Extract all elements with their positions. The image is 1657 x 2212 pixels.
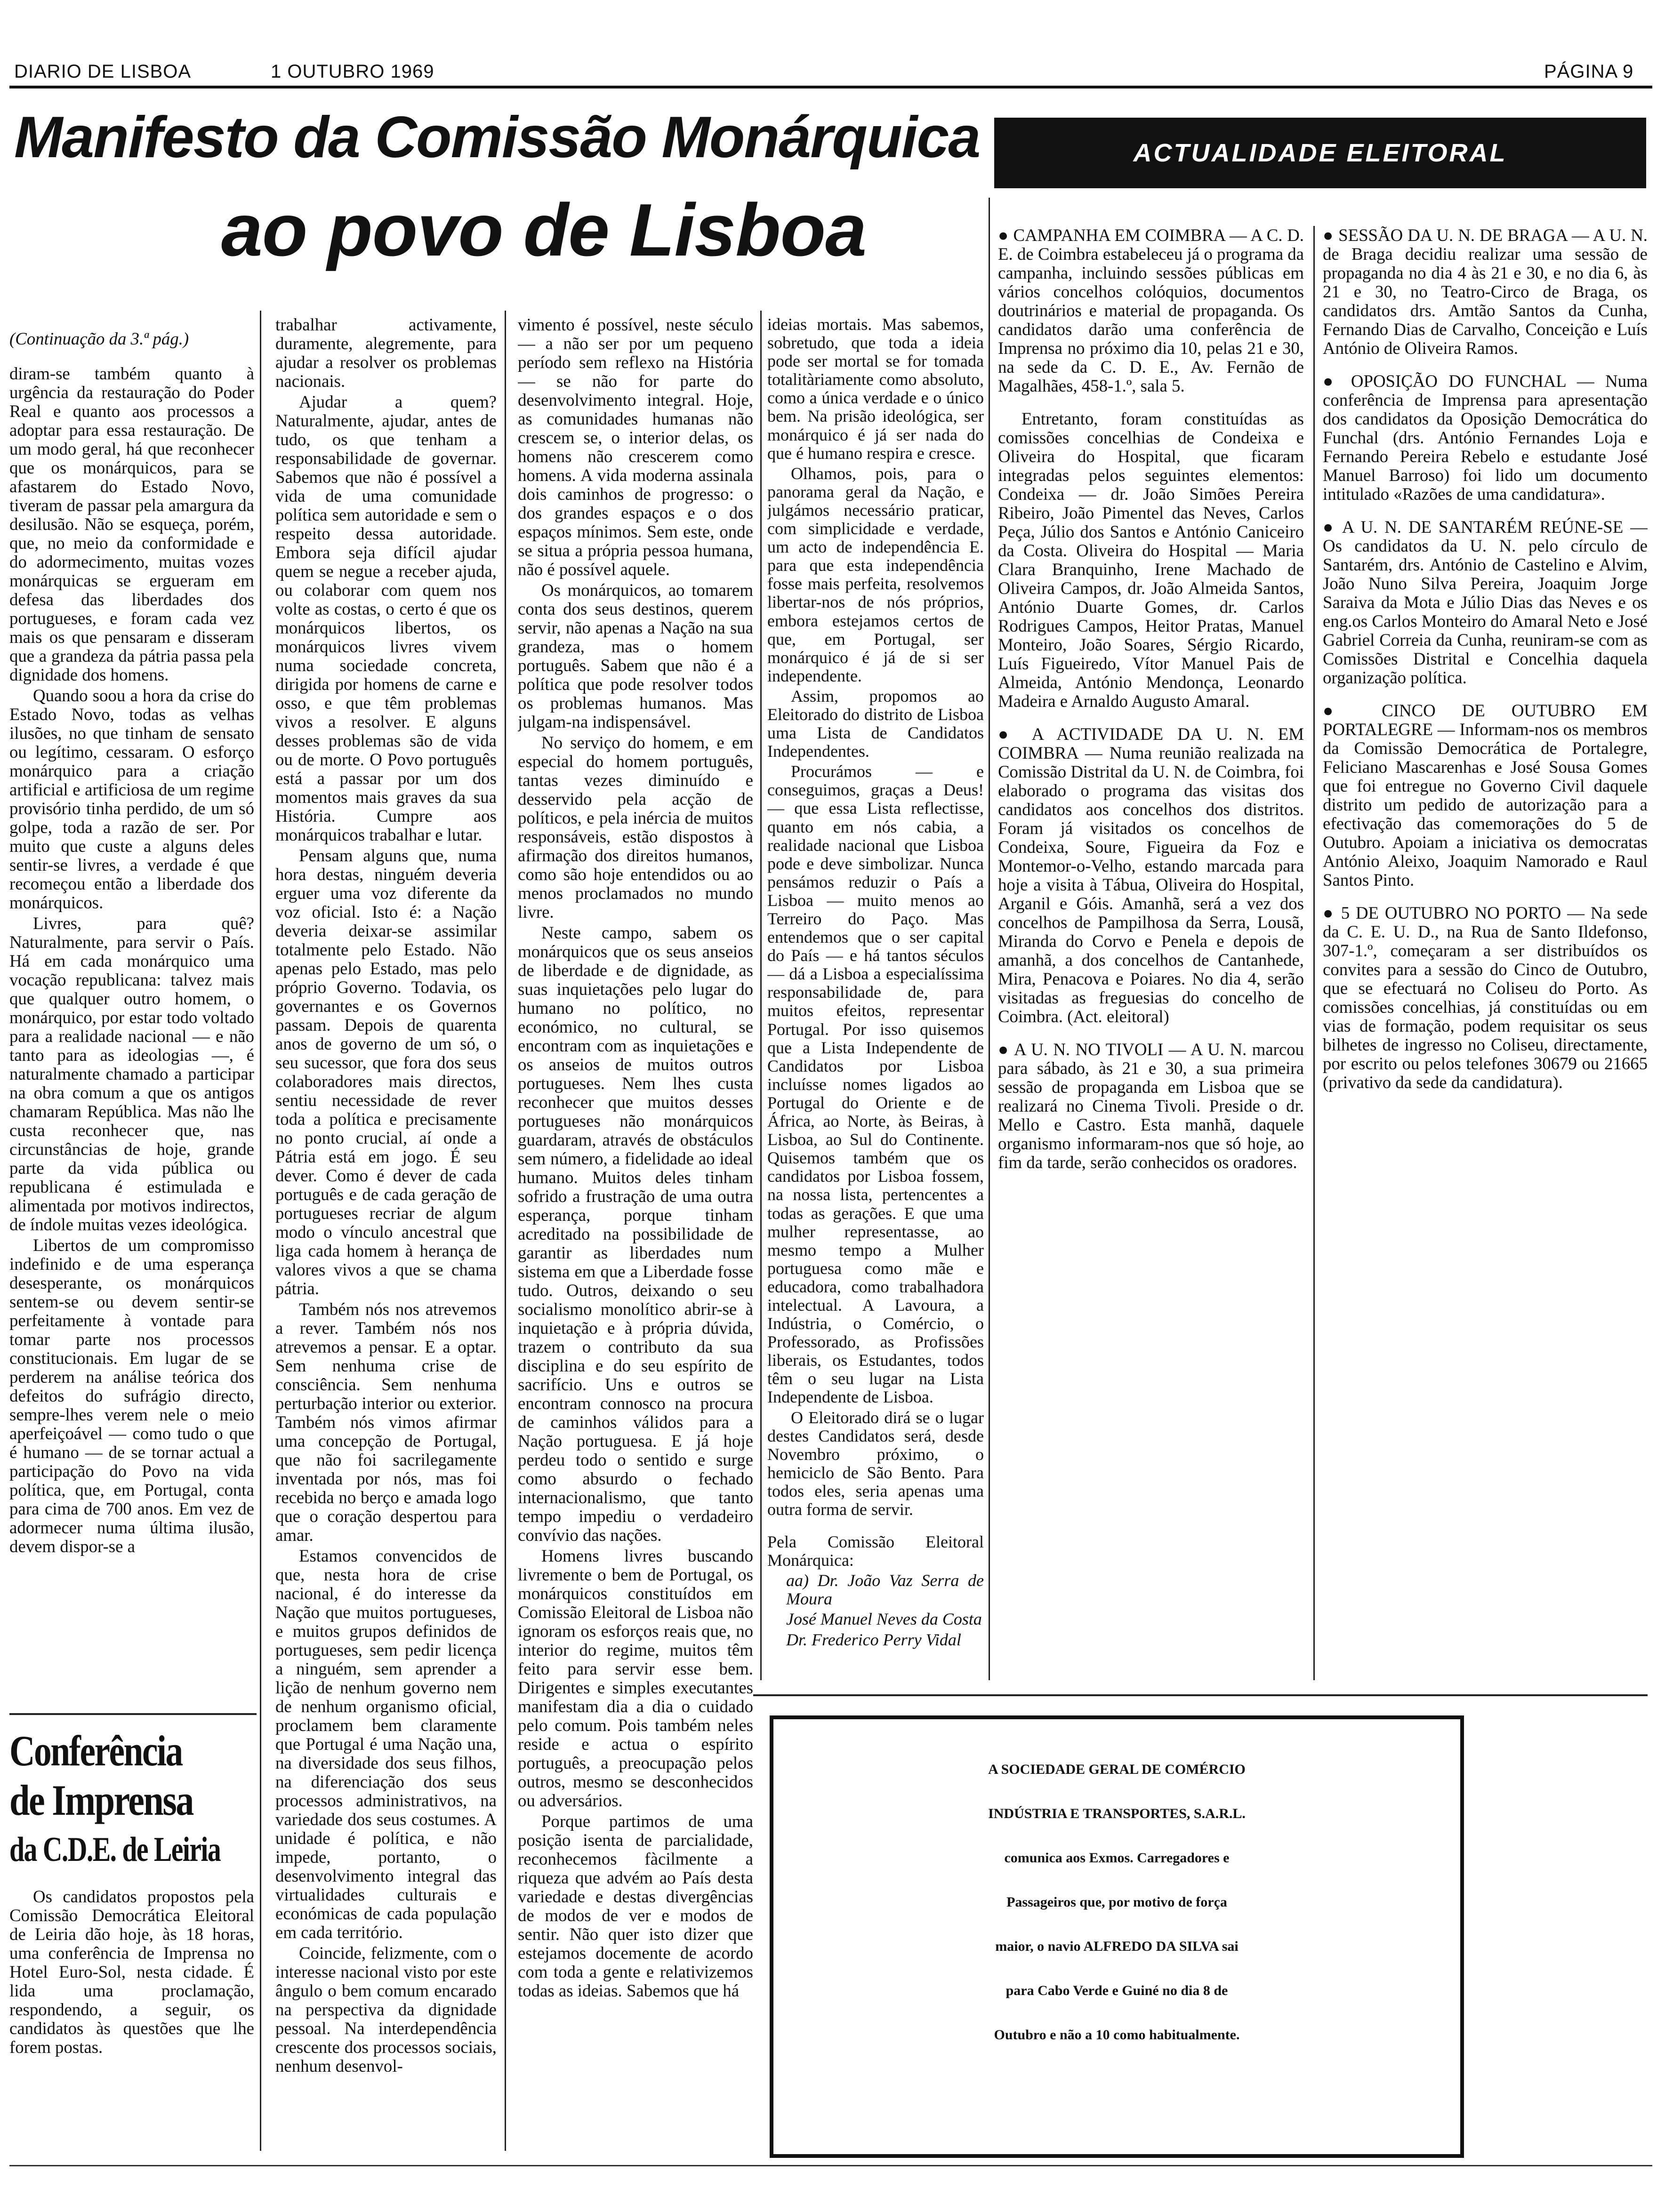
paragraph: Neste campo, sabem os monárquicos que os seus anseios de liberdade e de dignidade, as suas inquietações pelo lugar do humano no político, no económico, no cultural, se encontram com as inquietações e os anseios de muitos outros portugueses. Nem lhes custa reconhecer que muitos desses portugueses não monárquicos guardaram, através de obstáculos sem número, a fidelidade ao ideal humano. Muitos deles tinham sofrido a frustração de uma outra esperança, porque tinham acreditado na possibilidade de garantir as liberdades num sistema em que a Liberdade fosse tudo. Outros, deixando o seu socialismo monolítico abrir-se à inquietação e à própria dúvida, trazem o contributo da sua disciplina e do seu espírito de sacrifício. Uns e outros se encontram connosco na procura de caminhos válidos para a Nação portuguesa. E já hoje perdeu todo o sentido e surge como absurdo o fechado internacionalismo, que tanto tempo impediu o verdadeiro convívio das nações.: [518, 923, 753, 1545]
news-item: [1323, 701, 1648, 890]
ad-line: comunica aos Exmos. Carregadores e: [1004, 1850, 1230, 1866]
news-item-body: — Informam-nos os membros da Comissão Democrática de Portalegre, Feliciano Mascarenhas e José Sousa Gomes que foi entregue no Governo Civil daquele distrito um pedido de autorização para a efectivação das comemorações do 5 de Outubro. Apoiam a iniciativa os democratas António Aleixo, Joaquim Namorado e Raul Santos Pinto.: [1323, 720, 1648, 890]
column-divider: [1313, 226, 1315, 1680]
signatory: Dr. Frederico Perry Vidal: [786, 1630, 961, 1649]
news-item-title: ● 5 DE OUTUBRO NO PORTO: [1323, 903, 1561, 922]
news-item-body: — Numa reunião realizada na Comissão Distrital da U. N. de Coimbra, foi elaborado o programa das visitas dos candidatos aos concelhos dos distritos. Foram já visitados os concelhos de Condeixa, Soure, Figueira da Foz e Montemor-o-Velho, estando marcada para hoje a visita à Tábua, Oliveira do Hospital, Arganil e Góis. Amanhã, será a vez dos concelhos de Pampilhosa da Serra, Lousã, Miranda do Corvo e Penela e depois de amanhã, a dos concelhos de Cantanhede, Mira, Penacova e Poiares. No dia 4, serão visitadas as freguesias do concelho de Coimbra. (Act. eleitoral): [998, 743, 1304, 1026]
paragraph: Coincide, felizmente, com o interesse nacional visto por este ângulo o bem comum encarado na perspectiva da dignidade pessoal. Na interdependência crescente dos processos sociais, nenhum desenvol-: [275, 1943, 497, 2076]
signature-intro: Pela Comissão Eleitoral Monárquica:: [767, 1532, 984, 1570]
paragraph: Livres, para quê? Naturalmente, para servir o País. Há em cada monárquico uma vocação republicana: talvez mais que qualquer outro homem, o monárquico, por estar todo voltado para a realidade nacional — e não tanto para as ideologias —, é naturalmente chamado a participar na obra comum a que os antigos chamaram República. Mas não lhe custa reconhecer que, nas circunstâncias de hoje, grande parte da vida pública ou republicana é estimulada e alimentada por motivos indirectos, de índole muitas vezes ideológica.: [9, 914, 254, 1234]
news-item-body: — A C. D. E. de Coimbra estabeleceu já o programa da campanha, incluindo sessões públicas em vários concelhos colóquios, documentos doutrinários e material de propaganda. Os candidatos darão uma conferência de Imprensa no próximo dia 10, pelas 21 e 30, na sede da C. D. E., Av. Fernão de Magalhães, 458-1.º, sala 5.: [998, 226, 1304, 395]
news-item: [998, 725, 1304, 1026]
paragraph: Olhamos, pois, para o panorama geral da Nação, e julgámos necessário praticar, com simplicidade e verdade, um acto de independência E. para que esta independência fosse mais perfeita, resolvemos libertar-nos de nós próprios, embora estejamos certos de que, em Portugal, ser monárquico é já de si ser independente.: [767, 464, 984, 685]
paragraph: Estamos convencidos de que, nesta hora de crise nacional, é do interesse da Nação que muitos portugueses, e muitos grupos definidos de portugueses, sem pedir licença a ninguém, sem aprender a lição de nenhum governo nem de nenhum organismo oficial, proclamem bem claramente que Portugal é uma Nação una, na diversidade dos seus filhos, na diferenciação dos seus processos administrativos, na variedade dos seus costumes. A unidade é política, e não impede, portanto, o desenvolvimento integral das virtualidades culturais e económicas de cada população em cada território.: [275, 1546, 497, 1942]
signatory: José Manuel Neves da Costa: [786, 1610, 982, 1629]
article-body: Os candidatos propostos pela Comissão Democrática Eleitoral de Leiria dão hoje, às 18 horas, uma conferência de Imprensa no Hotel Euro-Sol, nesta cidade. É lida uma proclamação, respondendo, a seguir, os candidatos às questões que lhe forem postas.: [9, 1887, 254, 2057]
page-number: PÁGINA 9: [1544, 61, 1634, 82]
section-rule: [753, 1694, 1648, 1696]
news-item-title: ● A U. N. DE SANTARÉM REÚNE-SE: [1323, 517, 1624, 537]
news-item-title: ● SESSÃO DA U. N. DE BRAGA: [1323, 226, 1567, 245]
news-item: [998, 226, 1304, 395]
headline-line2: ao povo de Lisboa: [221, 189, 867, 272]
paragraph: ideias mortais. Mas sabemos, sobretudo, que toda a ideia pode ser mortal se for tomada totalitàriamente como absoluto, como a única verdade e o único bem. Na prisão ideológica, ser monárquico é já ser nada do que é humano respira e cresce.: [767, 315, 984, 463]
paragraph: Quando soou a hora da crise do Estado Novo, todas as velhas ilusões, no que tinham de sensato ou legítimo, cessaram. O esforço monárquico para a criação artificial e artificiosa de um regime provisório tinha perdido, de um só golpe, toda a razão de ser. Por muito que custe a alguns deles sentir-se livres, a verdade é que recomeçou então a liberdade dos monárquicos.: [9, 686, 254, 912]
paragraph: Assim, propomos ao Eleitorado do distrito de Lisboa uma Lista de Candidatos Independentes.: [767, 686, 984, 761]
paragraph: diram-se também quanto à urgência da restauração do Poder Real e quanto aos processos a adoptar para essa restauração. De um modo geral, há que reconhecer que os monárquicos, para se afastarem do Estado Novo, tiveram de passar pela amargura da desilusão. Não se esqueça, porém, que, no meio da conformidade e do adormecimento, muitas vozes monárquicas se ergueram em defesa das liberdades dos portugueses, e foram cada vez mais os que pensaram e disseram que a grandeza da pátria passa pela dignidade dos homens.: [9, 364, 254, 684]
headline-line1: Manifesto da Comissão Monárquica: [14, 105, 980, 170]
signatory: aa) Dr. João Vaz Serra de Moura: [786, 1571, 984, 1609]
manifesto-column-1: [9, 329, 254, 1704]
paragraph: Também nós nos atrevemos a rever. Também nós nos atrevemos a pensar. E a optar. Sem nenhuma crise de consciência. Sem nenhuma perturbação interior ou exterior. Também nós vimos afirmar uma concepção de Portugal, que não foi sacrilegamente inventada por nós, mas foi recebida no berço e amada logo que o coração despertou para amar.: [275, 1299, 497, 1545]
masthead: [0, 61, 1657, 89]
news-item-title: ● A U. N. NO TIVOLI: [998, 1040, 1164, 1059]
news-item: [1323, 372, 1648, 504]
news-item-body: — Numa conferência de Imprensa para apresentação dos candidatos da Oposição Democrática do Funchal (drs. António Fernandes Loja e Fernando Pereira Rebelo e estudante José Manuel Barroso) foi lido um documento intitulado «Razões de uma candidatura».: [1323, 371, 1648, 504]
section-banner: ACTUALIDADE ELEITORAL: [994, 118, 1646, 188]
election-news-column-2: [1323, 226, 1648, 1680]
news-item-title: ● A ACTIVIDADE DA U. N. EM COIMBRA: [998, 724, 1304, 762]
ad-line: A SOCIEDADE GERAL DE COMÉRCIO: [988, 1762, 1246, 1777]
news-item: [998, 409, 1304, 711]
paragraph: trabalhar activamente, duramente, alegremente, para ajudar a resolver os problemas nacionais.: [275, 315, 497, 391]
news-item-body: — A U. N. de Braga decidiu realizar uma sessão de propaganda no dia 4 às 21 e 30, e no dia 6, às 21 e 30, no Teatro-Circo de Braga, os candidatos drs. Amtão Santos da Cunha, Fernando Dias de Carvalho, Conceição e Luís António de Oliveira Ramos.: [1323, 226, 1648, 358]
news-item-body: — A U. N. marcou para sábado, às 21 e 30, a sua primeira sessão de propaganda em Lisboa que se realizará no Cinema Tivoli. Preside o dr. Mello e Castro. Esta manhã, daquele organismo informaram-nos que só hoje, ao fim da tarde, serão conhecidos os oradores.: [998, 1040, 1304, 1172]
news-item-title: ● CINCO DE OUTUBRO EM PORTALEGRE: [1323, 701, 1648, 739]
press-conference-article: [9, 1727, 254, 2059]
column-divider: [760, 311, 762, 1680]
paragraph: No serviço do homem, e em especial do homem português, tantas vezes diminuído e desservido pela acção de políticos, e pela inércia de muitos responsáveis, estão dispostos à afirmação dos direitos humanos, como são hoje entendidos ou ao menos proclamados no mundo livre.: [518, 733, 753, 922]
news-item-body: — Na sede da C. E. U. D., na Rua de Santo Ildefonso, 307-1.º, começaram a ser distribuídos os convites para a sessão do Cinco de Outubro, que se efectuará no Coliseu do Porto. As comissões concelhias, já constituídas ou em vias de formação, podem requisitar os seus bilhetes de ingresso no Coliseu, directamente, por escrito ou pelos telefones 30679 ou 21665 (privativo da sede da candidatura).: [1323, 903, 1648, 1092]
manifesto-column-4: [767, 315, 984, 1680]
paragraph: Os monárquicos, ao tomarem conta dos seus destinos, querem servir, não apenas a Nação na sua grandeza, mas o homem português. Sabem que não é a política que pode resolver todos os problemas humanos. Mas julgam-na indispensável.: [518, 580, 753, 731]
ad-line: INDÚSTRIA E TRANSPORTES, S.A.R.L.: [988, 1806, 1246, 1821]
article-headline: Conferência: [9, 1727, 182, 1775]
masthead-rule: [9, 86, 1652, 88]
issue-date: 1 OUTUBRO 1969: [271, 61, 434, 82]
news-item-title: ● OPOSIÇÃO DO FUNCHAL: [1323, 371, 1566, 391]
manifesto-column-3: [518, 315, 753, 2151]
news-item-body: — Os candidatos da U. N. pelo círculo de Santarém, drs. António de Castelino e Alvim, João Nuno Silva Pereira, Joaquim Jorge Saraiva da Mota e Júlio Dias das Neves e os eng.os Carlos Monteiro do Amaral Neto e José Gabriel Correia da Cunha, reuniram-se com as Comissões Distrital e Concelhia daquela organização política.: [1323, 517, 1648, 687]
news-item: [1323, 904, 1648, 1092]
news-item: [998, 1040, 1304, 1172]
continuation-note: (Continuação da 3.ª pág.): [9, 329, 189, 348]
shipping-advertisement: [770, 1715, 1464, 2158]
page-bottom-rule: [9, 2165, 1652, 2166]
column-divider: [505, 311, 506, 2151]
paragraph: vimento é possível, neste século — a não ser por um pequeno período sem reflexo na História — se não for parte do desenvolvimento integral. Hoje, as comunidades humanas não crescem se, o interior delas, os homens não crescerem como homens. A vida moderna assinala dois caminhos de progresso: o dos grandes espaços e o dos espaços mínimos. Sem este, onde se situa a própria pessoa humana, não é possível aquele.: [518, 315, 753, 579]
paragraph: Porque partimos de uma posição isenta de parcialidade, reconhecemos fàcilmente a riqueza que advém ao País desta variedade e destas divergências de modos de ver e modos de sentir. Não quer isto dizer que estejamos docemente de acordo com toda a gente e relativizemos todas as ideias. Sabemos que há: [518, 1811, 753, 2000]
ad-line: Passageiros que, por motivo de força: [1006, 1894, 1227, 1910]
ad-line: maior, o navio ALFREDO DA SILVA sai: [995, 1939, 1239, 1954]
newspaper-name: DIARIO DE LISBOA: [14, 61, 192, 82]
manifesto-column-2: [275, 315, 497, 2151]
news-item: [1323, 518, 1648, 687]
paragraph: Procurámos — e conseguimos, graças a Deus! — que essa Lista reflectisse, quanto em nós cabia, a realidade nacional que Lisboa pode e deve simbolizar. Nunca pensámos reduzir o País a Lisboa — muito menos ao Terreiro do Paço. Mas entendemos que o ser capital do País — e há tantos séculos — dá a Lisboa a especialíssima responsabilidade de, para muitos efeitos, representar Portugal. Por isso quisemos que a Lista Independente de Candidatos por Lisboa incluísse nomes ligados ao Portugal do Oriente e de África, ao Norte, às Beiras, à Lisboa, ao Sul do Continente. Quisemos também que os candidatos por Lisboa fossem, na nossa lista, pertencentes a todas as gerações. E que uma mulher representasse, ao mesmo tempo a Mulher portuguesa como mãe e educadora, como trabalhadora intelectual. A Lavoura, a Indústria, o Comércio, o Professorado, as Profissões liberais, os Estudantes, todos têm o seu lugar na Lista Independente de Lisboa.: [767, 762, 984, 1407]
article-subheadline: da C.D.E. de Leiria: [9, 1830, 221, 1869]
paragraph: Pensam alguns que, numa hora destas, ninguém deveria erguer uma voz diferente da voz oficial. Isto é: a Nação deveria deixar-se assimilar totalmente pelo Estado. Não apenas pelo Estado, mas pelo próprio Governo. Todavia, os governantes e os Governos passam. Depois de quarenta anos de governo de um só, o seu sucessor, que fora dos seus colaboradores mais directos, sentiu necessidade de rever toda a política e precisamente no ponto crucial, aí onde a Pátria está em jogo. É seu dever. Como é dever de cada português e de cada geração de portugueses recriar de algum modo o vínculo ancestral que liga cada homem à herança de valores vivos a que se chama pátria.: [275, 846, 497, 1298]
paragraph: Homens livres buscando livremente o bem de Portugal, os monárquicos constituídos em Comissão Eleitoral de Lisboa não ignoram os esforços reais que, no interior do regime, muitos têm feito para servir esse bem. Dirigentes e simples executantes manifestam dia a dia o cuidado pelo comum. Pois também neles reside e actua o espírito português, a preocupação pelos outros, mesmo se desconhecidos ou adversários.: [518, 1546, 753, 1810]
article-headline: de Imprensa: [9, 1776, 193, 1824]
paragraph: Libertos de um compromisso indefinido e de uma esperança desesperante, os monárquicos sentem-se ou devem sentir-se perfeitamente à vontade para tomar parte nos processos constitucionais. Em lugar de se perderem na análise teórica dos defeitos do sufrágio directo, sempre-lhes verem nele o meio aperfeiçoável — como tudo o que é humano — de se tornar actual a participação do Povo na vida política, que, em Portugal, conta para cima de 700 anos. Em vez de adormecer numa última ilusão, devem dispor-se a: [9, 1235, 254, 1556]
ad-line: para Cabo Verde e Guiné no dia 8 de: [1005, 1983, 1228, 1998]
ad-line: Outubro e não a 10 como habitualmente.: [994, 2027, 1240, 2043]
news-item-body: Entretanto, foram constituídas as comissões concelhias de Condeixa e Oliveira do Hospital, que ficaram integradas pelos seguintes elementos: Condeixa — dr. João Simões Pereira Ribeiro, João Pimentel das Neves, Carlos Peça, Júlio dos Santos e António Caniceiro da Costa. Oliveira do Hospital — Maria Clara Branquinho, Irene Machado de Oliveira Campos, dr. João Almeida Santos, António Duarte Gomes, dr. Carlos Rodrigues Campos, Heitor Pratas, Manuel Monteiro, João Soares, Sérgio Ricardo, Luís Figueiredo, Vítor Manuel Pais de Almeida, António Mendonça, Leonardo Madeira e Arnaldo Augusto Amaral.: [998, 409, 1304, 711]
column-divider: [989, 198, 990, 1680]
paragraph: Ajudar a quem? Naturalmente, ajudar, antes de tudo, os que tenham a responsabilidade de governar. Sabemos que não é possível a vida de uma comunidade política sem autoridade e sem o respeito dessa autoridade. Embora seja difícil ajudar quem se negue a receber ajuda, ou colaborar com quem nos volte as costas, o certo é que os monárquicos libertos, os monárquicos livres vivem numa sociedade concreta, dirigida por homens de carne e osso, e que têm problemas vivos a resolver. E alguns desses problemas são de vida ou de morte. O Povo português está a passar por um dos momentos mais graves da sua História. Cumpre aos monárquicos trabalhar e lutar.: [275, 392, 497, 844]
section-rule: [9, 1713, 257, 1715]
news-item: [1323, 226, 1648, 358]
advertisement-text: [773, 1747, 1460, 2057]
article-body-wrapper: [9, 1887, 254, 2059]
column-divider: [260, 311, 261, 2151]
election-news-column-1: [998, 226, 1304, 1680]
news-item-title: ● CAMPANHA EM COIMBRA: [998, 226, 1225, 245]
paragraph: O Eleitorado dirá se o lugar destes Candidatos será, desde Novembro próximo, o hemiciclo de São Bento. Para todos eles, seria apenas uma outra forma de servir.: [767, 1408, 984, 1519]
